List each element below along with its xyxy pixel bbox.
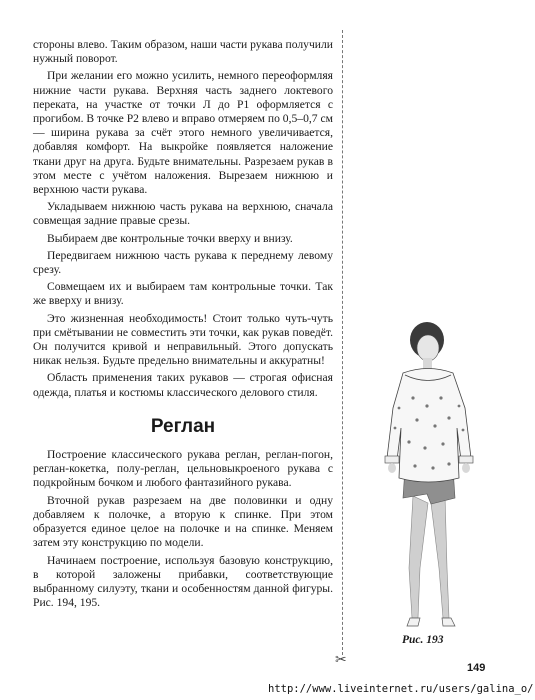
paragraph: Вточной рукав разрезаем на две половинки и одну добавляем к полочке, а вторую к спинке. При этом образуется единое целое на полочке и на спинке. Меняем затем эту конструкцию по модели.	[33, 493, 333, 550]
paragraph: Область применения таких рукавов — строгая офисная одежда, платья и костюмы классического делового стиля.	[33, 371, 333, 399]
paragraph: Совмещаем их и выбираем там контрольные точки. Так же вверху и внизу.	[33, 280, 333, 308]
paragraph: Укладываем нижнюю часть рукава на верхнюю, сначала совмещая задние правые срезы.	[33, 200, 333, 228]
watermark-url: http://www.liveinternet.ru/users/galina_o/	[268, 683, 534, 695]
section-heading: Реглан	[150, 415, 216, 437]
figure-caption: Рис. 193	[402, 634, 444, 646]
paragraph: Построение классического рукава реглан, реглан-погон, реглан-кокетка, полу-реглан, цельновыкроеного рукава с подкройным бочком и любого фантазийного рукава.	[33, 448, 333, 490]
paragraph: Это жизненная необходимость! Стоит только чуть-чуть при смётывании не совместить эти точки, как рукав поведёт. Он получится кривой и неправильный. Этого допускать никак нельзя. Будьте предельно внимательны и аккуратны!	[33, 311, 333, 368]
paragraph: Выбираем две контрольные точки вверху и внизу.	[47, 231, 293, 245]
paragraph: Начинаем построение, используя базовую конструкцию, в которой заложены прибавки, соответствующие выбранному силуэту, ткани и особенностям данной фигуры. Рис. 194, 195.	[33, 553, 333, 610]
fashion-illustration	[365, 318, 495, 640]
paragraph: Передвигаем нижнюю часть рукава к переднему левому срезу.	[33, 248, 333, 277]
paragraph: При желании его можно усилить, немного переоформляя нижние части рукава. Верхняя часть заднего локтевого переката, на участке от точки Л до Р1 оформляется с прогибом. В точке Р2 влево и вправо отмеряем по 0,5–0,7 см — ширина рукава за счёт этого немного увеличивается, добавляя комфорт. На выкройке появляется наложение ткани друг на друга. Будьте внимательны. Разрезаем рукав в этом месте с учётом наложения. Вырезаем нижнюю и верхнюю части рукава.	[33, 69, 333, 197]
scissors-icon: ✂	[335, 652, 347, 668]
page-number: 149	[467, 662, 486, 674]
main-text-column	[33, 38, 333, 613]
paragraph: стороны влево. Таким образом, наши части рукава получили нужный поворот.	[33, 38, 333, 66]
cut-line-divider	[342, 30, 343, 655]
